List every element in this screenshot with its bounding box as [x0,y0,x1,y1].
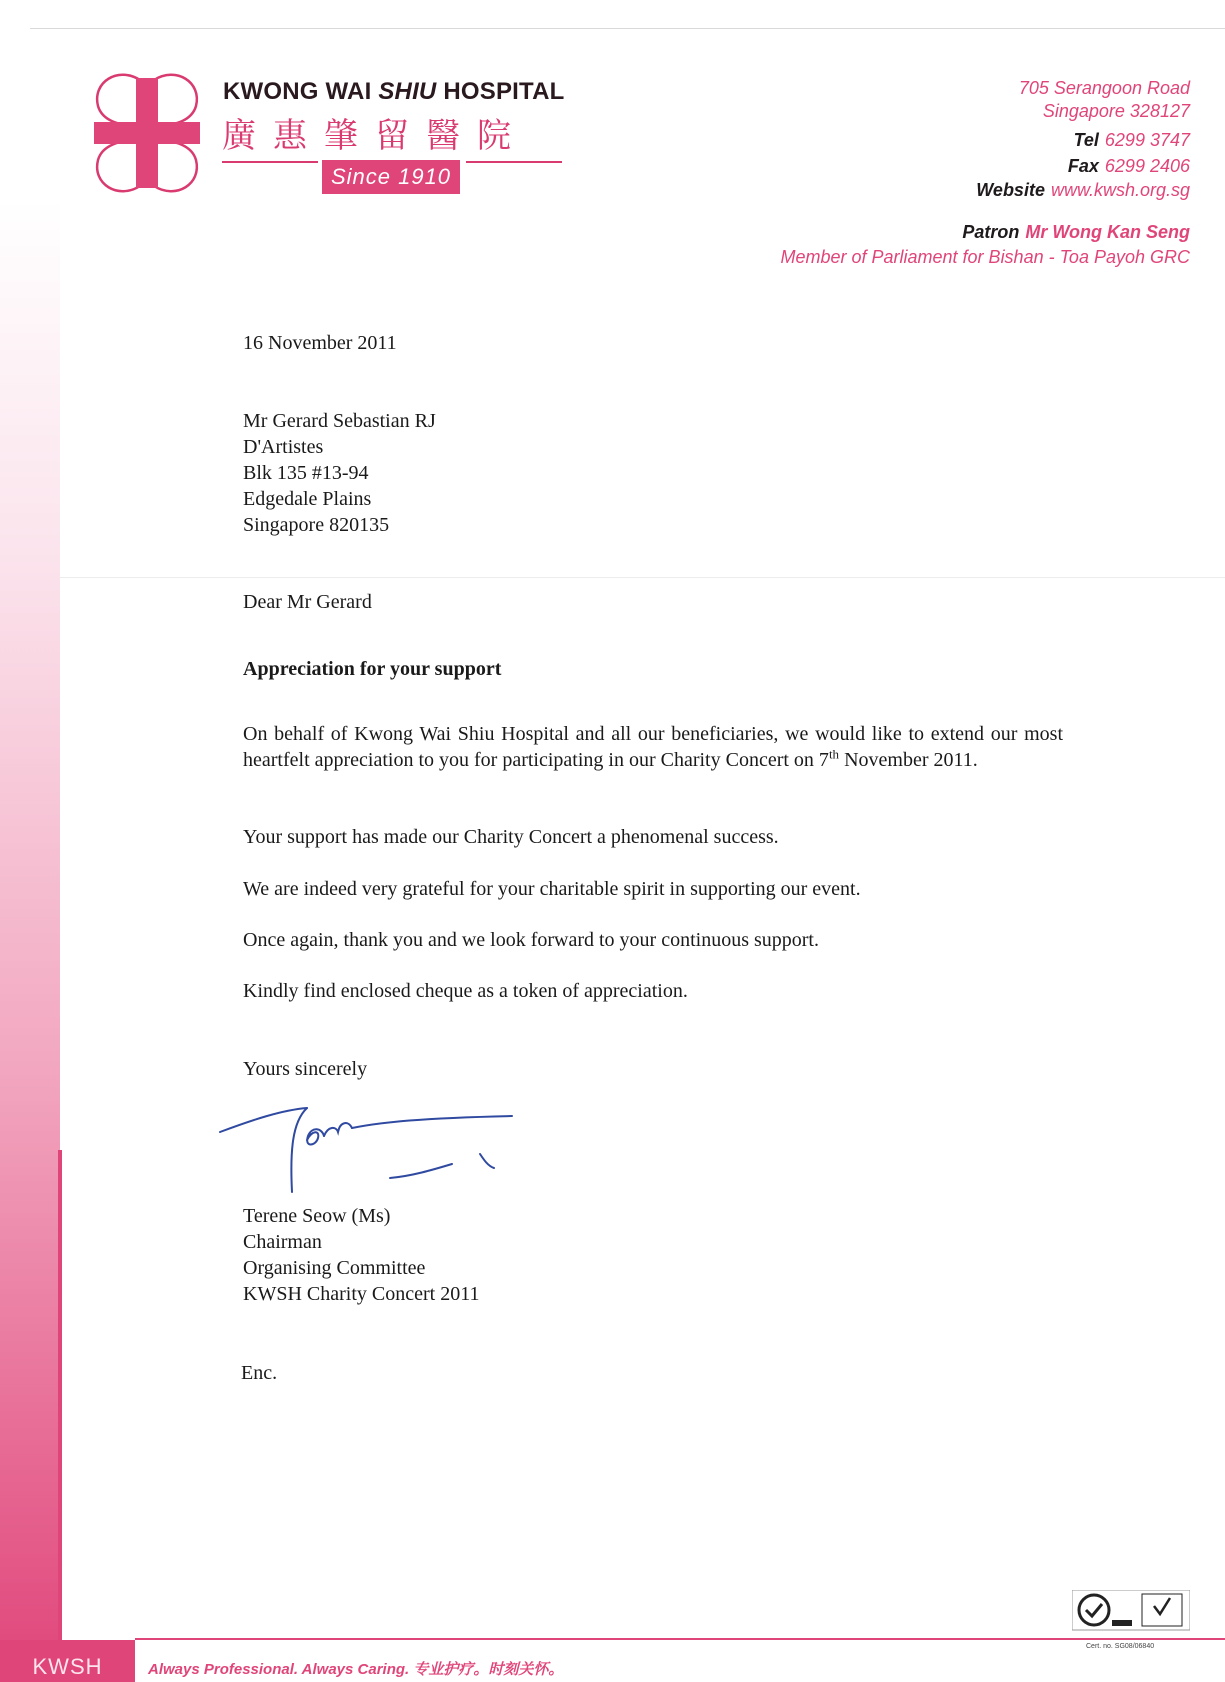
enclosure-note: Enc. [241,1362,278,1384]
footer-slogan: Always Professional. Always Caring. 专业护疗。时刻关怀。 [148,1661,564,1678]
address-line-1: 705 Serangoon Road [1018,78,1190,98]
since-badge: Since 1910 [322,160,460,194]
paragraph-2: Your support has made our Charity Concert a phenomenal success. [243,826,779,848]
footer-brand-box: KWSH [0,1640,135,1682]
logo-rule-right [466,161,562,163]
letter-date: 16 November 2011 [243,332,397,354]
recipient-line: Blk 135 #13-94 [243,462,369,484]
fax-line: Fax 6299 2406 [1067,156,1190,176]
footer-rule [135,1638,1225,1640]
fold-line [30,577,1225,578]
tel-line: Tel 6299 3747 [1073,130,1190,150]
hospital-chinese-name: 廣惠肇留醫院 [222,116,528,156]
side-bar-fade [0,200,60,560]
salutation: Dear Mr Gerard [243,591,372,613]
side-bar [0,560,60,1682]
signature [212,1092,522,1202]
hospital-name: KWONG WAI SHIU HOSPITAL [223,78,565,105]
paragraph-4: Once again, thank you and we look forward to your continuous support. [243,929,819,951]
patron-title: Member of Parliament for Bishan - Toa Payoh GRC [780,247,1190,267]
certification-marks [1072,1590,1190,1642]
scan-edge-line [30,28,1225,29]
paragraph-5: Kindly find enclosed cheque as a token of appreciation. [243,980,688,1002]
recipient-line: Singapore 820135 [243,514,390,536]
signer-committee: Organising Committee [243,1257,426,1279]
subject-line: Appreciation for your support [243,658,502,680]
signer-event: KWSH Charity Concert 2011 [243,1283,480,1305]
recipient-line: Edgedale Plains [243,488,372,510]
signer-name: Terene Seow (Ms) [243,1205,391,1227]
recipient-line: D'Artistes [243,436,324,458]
side-accent-line [58,1150,62,1640]
paragraph-1: On behalf of Kwong Wai Shiu Hospital and all our beneficiaries, we would like to extend our most heartfelt appreciation to you for participating in our Charity Concert on 7th November 2011. [243,723,1063,771]
cert-number: Cert. no. SG08/06840 [1086,1643,1155,1650]
patron-line: Patron Mr Wong Kan Seng [962,222,1190,242]
closing: Yours sincerely [243,1058,368,1080]
recipient-line: Mr Gerard Sebastian RJ [243,410,436,432]
paragraph-3: We are indeed very grateful for your charitable spirit in supporting our event. [243,878,861,900]
signer-title: Chairman [243,1231,322,1253]
website-line: Website www.kwsh.org.sg [976,180,1190,200]
address-line-2: Singapore 328127 [1042,101,1190,121]
logo-rule-left [222,161,318,163]
hospital-logo-icon [88,70,206,196]
